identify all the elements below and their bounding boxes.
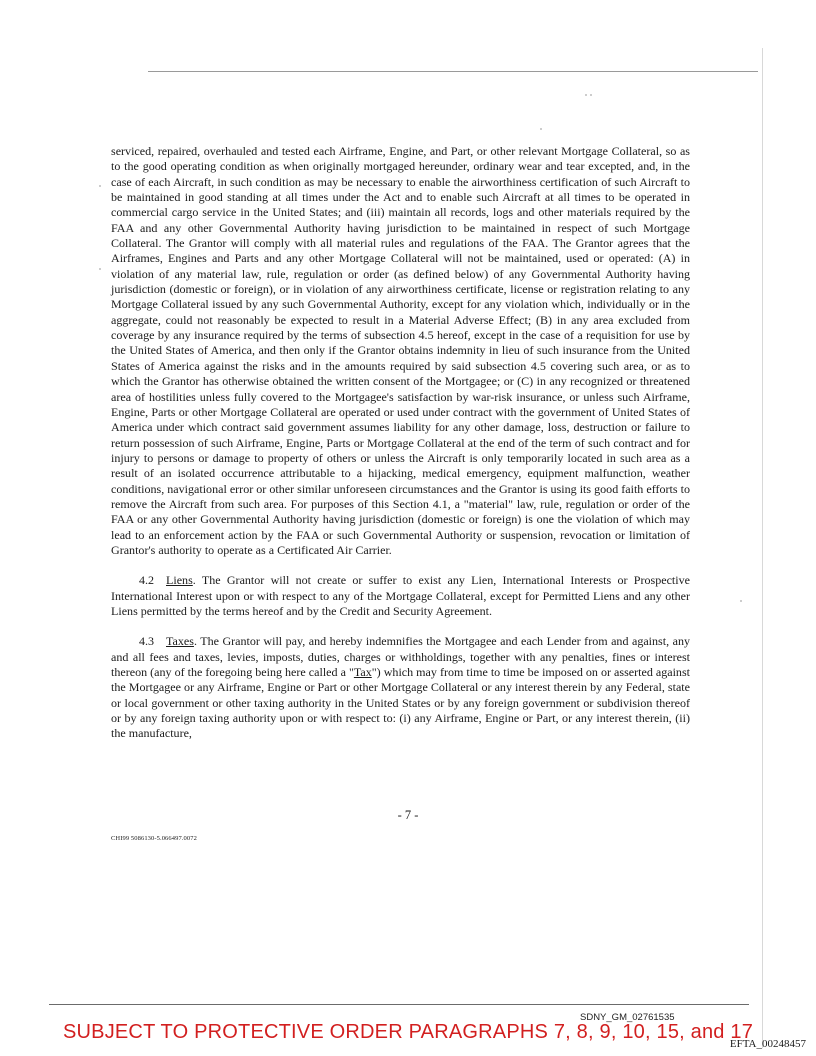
section-text: . The Grantor will not create or suffer to exist any Lien, International Interests or Prospective International Interest upon or with respect to any of the Mortgage Collateral, except for Permitted Liens and any other Liens permitted by the terms hereof and by the Credit and Security Agreement. [111, 573, 690, 618]
scan-speck [585, 94, 587, 96]
protective-order-banner: SUBJECT TO PROTECTIVE ORDER PARAGRAPHS 7, 8, 9, 10, 15, and 17 [62, 1021, 754, 1043]
scan-speck [99, 185, 101, 187]
document-code: CHI99 5086130-5.066497.0072 [111, 835, 197, 842]
bates-number: SDNY_GM_02761535 [580, 1012, 675, 1023]
section-text: . The Grantor will pay, and hereby indemnifies the Mortgagee and each Lender from and against, any and all fees and taxes, levies, imposts, duties, charges or withholdings, together with any penalties, fines or interest thereon (any of the foregoing being here called a " [111, 634, 690, 679]
scan-speck [540, 128, 542, 130]
document-body [111, 144, 690, 742]
section-number: 4.3 [139, 634, 155, 649]
section-4-2 [111, 573, 690, 619]
section-number: 4.2 [139, 573, 155, 588]
section-heading: Liens [166, 573, 193, 588]
footer-rule [49, 1004, 749, 1005]
scan-speck [99, 268, 101, 270]
scan-speck [590, 94, 592, 96]
scan-speck [740, 600, 742, 602]
section-4-3 [111, 634, 690, 741]
scan-edge [762, 48, 763, 1048]
paragraph-4-1-continued: serviced, repaired, overhauled and tested each Airframe, Engine, and Part, or other relevant Mortgage Collateral, so as to the good operating condition as when originally mortgaged hereunder, ordinary wear and tear excepted, and, in the case of each Aircraft, in such condition as may be necessary to enable the airworthiness certification of such Aircraft to be maintained in good standing at all times under the Act and to enable such Aircraft at all times to be operated in commercial cargo service in the United States; and (iii) maintain all records, logs and other materials required by the FAA and any other Governmental Authority having jurisdiction to be maintained in respect of such Mortgage Collateral. The Grantor will comply with all material rules and regulations of the FAA. The Grantor agrees that the Airframes, Engines and Parts and any other Mortgage Collateral will not be maintained, used or operated: (A) in violation of any material law, rule, regulation or order (as defined below) of any Governmental Authority having jurisdiction (domestic or foreign), or in violation of any airworthiness certificate, license or registration relating to any Mortgage Collateral issued by any such Governmental Authority, except for any violation which, individually or in the aggregate, could not reasonably be expected to result in a Material Adverse Effect; (B) in any area excluded from coverage by any insurance required by the terms of subsection 4.5 hereof, except in the case of a requisition for use by the United States of America, and then only if the Grantor obtains indemnity in lieu of such insurance from the United States of America against the risks and in the amounts required by said subsection 4.5 covering such area, or as to which the Grantor has otherwise obtained the written consent of the Mortgagee; or (C) in any recognized or threatened area of hostilities unless fully covered to the Mortgagee's satisfaction by war-risk insurance, or unless such Airframe, Engine, Parts or other Mortgage Collateral are operated or used under contract with the government of United States of America under which contract said government assumes liability for any other damage, loss, destruction or failure to return possession of such Airframe, Engine, Parts or Mortgage Collateral at the end of the term of such contract and for injury to persons or damage to property of others or unless the Aircraft is only temporarily located in such area as a result of an isolated occurrence attributable to a hijacking, medical emergency, equipment malfunction, weather conditions, navigational error or other similar unforeseen circumstances and the Grantor is using its good faith efforts to remove the Aircraft from such area. For purposes of this Section 4.1, a "material" law, rule, regulation or order of the FAA or any other Governmental Authority having jurisdiction (domestic or foreign) is one the violation of which may lead to an enforcement action by the FAA or such Governmental Authority or suspension, revocation or limitation of Grantor's authority to operate as a Certificated Air Carrier. [111, 144, 690, 557]
section-text: ") which may from time to time be imposed on or asserted against the Mortgagee or any Airframe, Engine or Part or other Mortgage Collateral or any interest therein by any Federal, state or local government or other taxing authority in the United States or by any foreign government or subdivision thereof or by any foreign taxing authority upon or with respect to: (i) any Airframe, Engine or Part, or any interest therein, (ii) the manufacture, [111, 665, 690, 741]
section-heading: Taxes [166, 634, 194, 649]
defined-term: Tax [353, 665, 372, 679]
header-rule [148, 71, 758, 72]
efta-number: EFTA_00248457 [729, 1038, 806, 1050]
page-number: - 7 - [397, 808, 419, 822]
